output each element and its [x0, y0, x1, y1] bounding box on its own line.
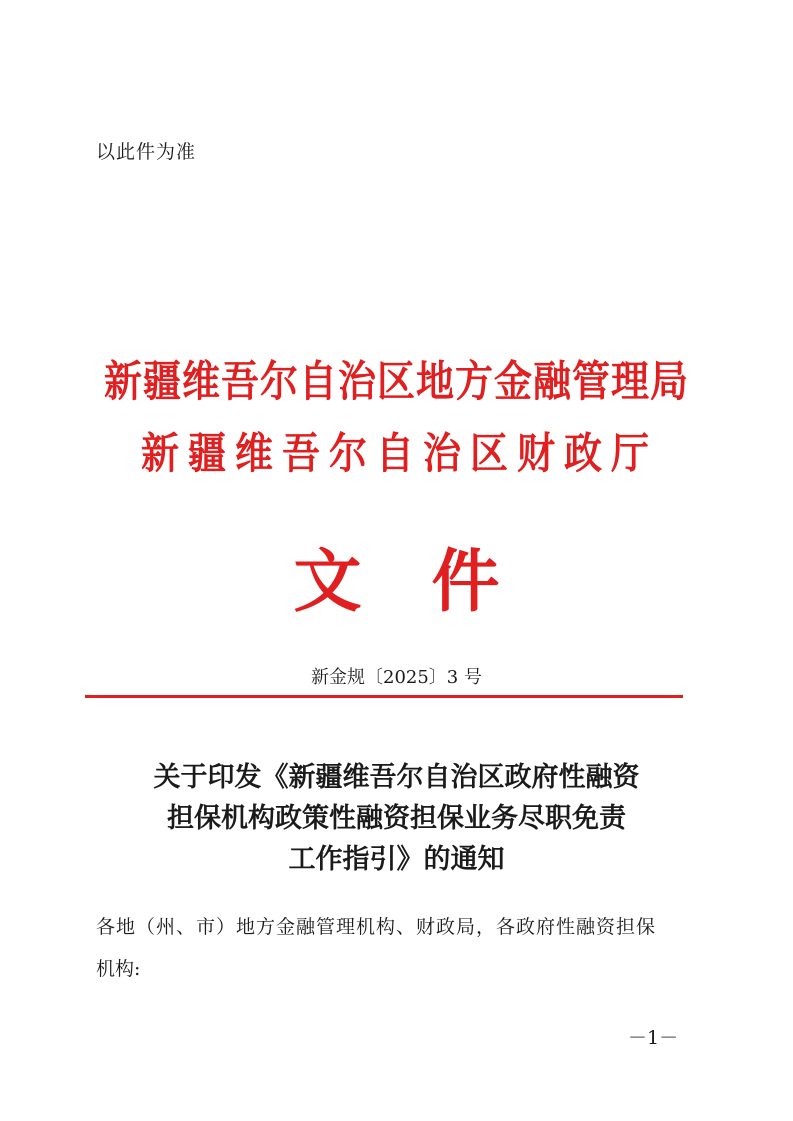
document-title-line-2: 担保机构政策性融资担保业务尽职免责 — [167, 803, 626, 834]
document-title-line-1: 关于印发《新疆维吾尔自治区政府性融资 — [153, 762, 640, 793]
issuer-line-1: 新疆维吾尔自治区地方金融管理局 — [103, 355, 689, 407]
document-type: 文件 — [293, 542, 570, 622]
document-number: 新金规〔2025〕3 号 — [311, 667, 482, 688]
document-title-line-3: 工作指引》的通知 — [288, 844, 505, 875]
issuer-line-2: 新疆维吾尔自治区财政厅 — [140, 427, 658, 479]
page-number: －1－ — [628, 1027, 679, 1049]
salutation-line-1: 各地（州、市）地方金融管理机构、财政局，各政府性融资担保 — [96, 916, 657, 938]
red-separator-line — [85, 695, 683, 698]
authority-note: 以此件为准 — [96, 141, 197, 163]
salutation-line-2: 机构: — [96, 958, 141, 980]
